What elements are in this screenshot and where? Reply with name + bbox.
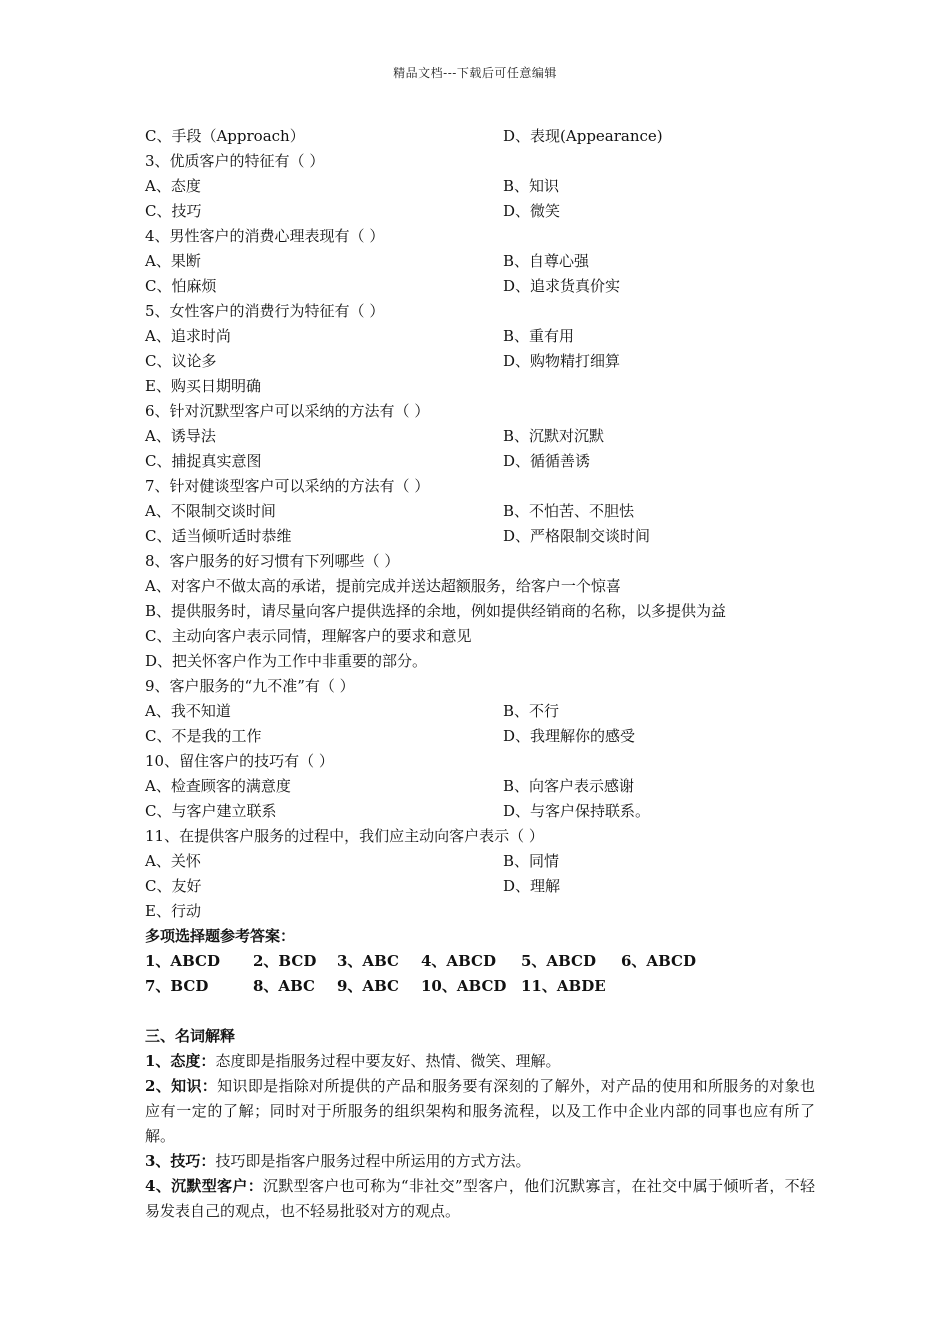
answers-row	[145, 974, 815, 999]
option-d: D、购物精打细算	[503, 352, 621, 370]
option-d: D、理解	[503, 877, 561, 895]
answer-item: 8、ABC	[253, 977, 315, 995]
option-row	[145, 424, 815, 449]
option-d: D、微笑	[503, 202, 561, 220]
option-c: C、手段（Approach）	[145, 127, 305, 145]
option-d: D、追求货真价实	[503, 277, 621, 295]
option-c: C、议论多	[145, 352, 217, 370]
option-d: D、我理解你的感受	[503, 727, 636, 745]
section-heading: 三、名词解释	[145, 1027, 236, 1045]
option-row	[145, 499, 815, 524]
definition-paragraph	[145, 1174, 815, 1224]
answer-item: 1、ABCD	[145, 952, 220, 970]
answer-item: 3、ABC	[337, 952, 399, 970]
definition-text: 技巧即是指客户服务过程中所运用的方式方法。	[215, 1152, 531, 1170]
blank-line	[145, 999, 815, 1024]
option-d: D、循循善诱	[503, 452, 591, 470]
option-row	[145, 699, 815, 724]
option-a: A、对客户不做太高的承诺，提前完成并送达超额服务，给客户一个惊喜	[145, 577, 621, 595]
question-4-stem: 4、男性客户的消费心理表现有（ ）	[145, 227, 385, 245]
option-a: A、关怀	[145, 852, 201, 870]
definition-paragraph	[145, 1074, 815, 1149]
option-c: C、怕麻烦	[145, 277, 217, 295]
definition-text: 知识即是指除对所提供的产品和服务要有深刻的了解外，对产品的使用和所服务的对象也应有一定的了解；同时对于所服务的组织架构和服务流程，以及工作中企业内部的同事也应有所了解。	[145, 1077, 816, 1145]
definition-term: 1、态度：	[145, 1052, 216, 1070]
question-10-stem: 10、留住客户的技巧有（ ）	[145, 752, 334, 770]
option-a: A、不限制交谈时间	[145, 502, 276, 520]
option-row	[145, 799, 815, 824]
answers-grid	[145, 949, 815, 999]
answers-heading: 多项选择题参考答案：	[145, 927, 296, 945]
definition-paragraph	[145, 1049, 815, 1074]
option-c: C、捕捉真实意图	[145, 452, 262, 470]
option-d: D、把关怀客户作为工作中非重要的部分。	[145, 652, 428, 670]
answer-item: 7、BCD	[145, 977, 209, 995]
option-row	[145, 199, 815, 224]
definition-text: 沉默型客户也可称为“非社交”型客户，他们沉默寡言，在社交中属于倾听者，不轻易发表自己的观点，也不轻易批驳对方的观点。	[145, 1177, 815, 1220]
answer-item: 9、ABC	[337, 977, 399, 995]
definition-term: 2、知识：	[145, 1077, 218, 1095]
option-row	[145, 124, 815, 149]
option-a: A、果断	[145, 252, 201, 270]
option-row	[145, 774, 815, 799]
option-c: C、主动向客户表示同情，理解客户的要求和意见	[145, 627, 472, 645]
option-b: B、自尊心强	[503, 252, 590, 270]
option-row	[145, 349, 815, 374]
option-a: A、我不知道	[145, 702, 231, 720]
option-b: B、知识	[503, 177, 560, 195]
definition-term: 3、技巧：	[145, 1152, 216, 1170]
option-c: C、友好	[145, 877, 202, 895]
option-e: E、购买日期明确	[145, 377, 261, 395]
answer-item: 6、ABCD	[621, 952, 696, 970]
answer-item: 10、ABCD	[421, 977, 507, 995]
option-row	[145, 874, 815, 899]
definition-paragraph	[145, 1149, 815, 1174]
option-a: A、追求时尚	[145, 327, 231, 345]
option-row	[145, 449, 815, 474]
option-row	[145, 524, 815, 549]
document-body	[145, 124, 815, 1224]
option-d: D、表现(Appearance)	[503, 127, 663, 145]
option-row	[145, 849, 815, 874]
definition-term: 4、沉默型客户：	[145, 1177, 264, 1195]
option-row	[145, 174, 815, 199]
option-b: B、不行	[503, 702, 560, 720]
answer-item: 4、ABCD	[421, 952, 496, 970]
option-c: C、不是我的工作	[145, 727, 262, 745]
option-b: B、同情	[503, 852, 560, 870]
option-d: D、严格限制交谈时间	[503, 527, 651, 545]
option-c: C、技巧	[145, 202, 202, 220]
question-5-stem: 5、女性客户的消费行为特征有（ ）	[145, 302, 385, 320]
page-header: 精品文档---下载后可任意编辑	[393, 66, 557, 80]
answers-row	[145, 949, 815, 974]
option-e: E、行动	[145, 902, 201, 920]
answer-item: 11、ABDE	[521, 977, 606, 995]
option-d: D、与客户保持联系。	[503, 802, 651, 820]
question-11-stem: 11、在提供客户服务的过程中，我们应主动向客户表示（ ）	[145, 827, 544, 845]
option-a: A、态度	[145, 177, 201, 195]
option-row	[145, 724, 815, 749]
question-6-stem: 6、针对沉默型客户可以采纳的方法有（ ）	[145, 402, 430, 420]
option-c: C、与客户建立联系	[145, 802, 277, 820]
option-a: A、诱导法	[145, 427, 216, 445]
question-7-stem: 7、针对健谈型客户可以采纳的方法有（ ）	[145, 477, 430, 495]
answer-item: 5、ABCD	[521, 952, 596, 970]
option-b: B、不怕苦、不胆怯	[503, 502, 635, 520]
option-row	[145, 249, 815, 274]
question-9-stem: 9、客户服务的“九不准”有（ ）	[145, 677, 355, 695]
definition-text: 态度即是指服务过程中要友好、热情、微笑、理解。	[215, 1052, 561, 1070]
option-row	[145, 274, 815, 299]
option-b: B、提供服务时，请尽量向客户提供选择的余地，例如提供经销商的名称，以多提供为益	[145, 602, 727, 620]
option-b: B、向客户表示感谢	[503, 777, 635, 795]
option-a: A、检查顾客的满意度	[145, 777, 291, 795]
option-b: B、重有用	[503, 327, 575, 345]
option-row	[145, 324, 815, 349]
answer-item: 2、BCD	[253, 952, 317, 970]
question-3-stem: 3、优质客户的特征有（ ）	[145, 152, 325, 170]
option-c: C、适当倾听适时恭维	[145, 527, 292, 545]
question-8-stem: 8、客户服务的好习惯有下列哪些（ ）	[145, 552, 400, 570]
option-b: B、沉默对沉默	[503, 427, 605, 445]
